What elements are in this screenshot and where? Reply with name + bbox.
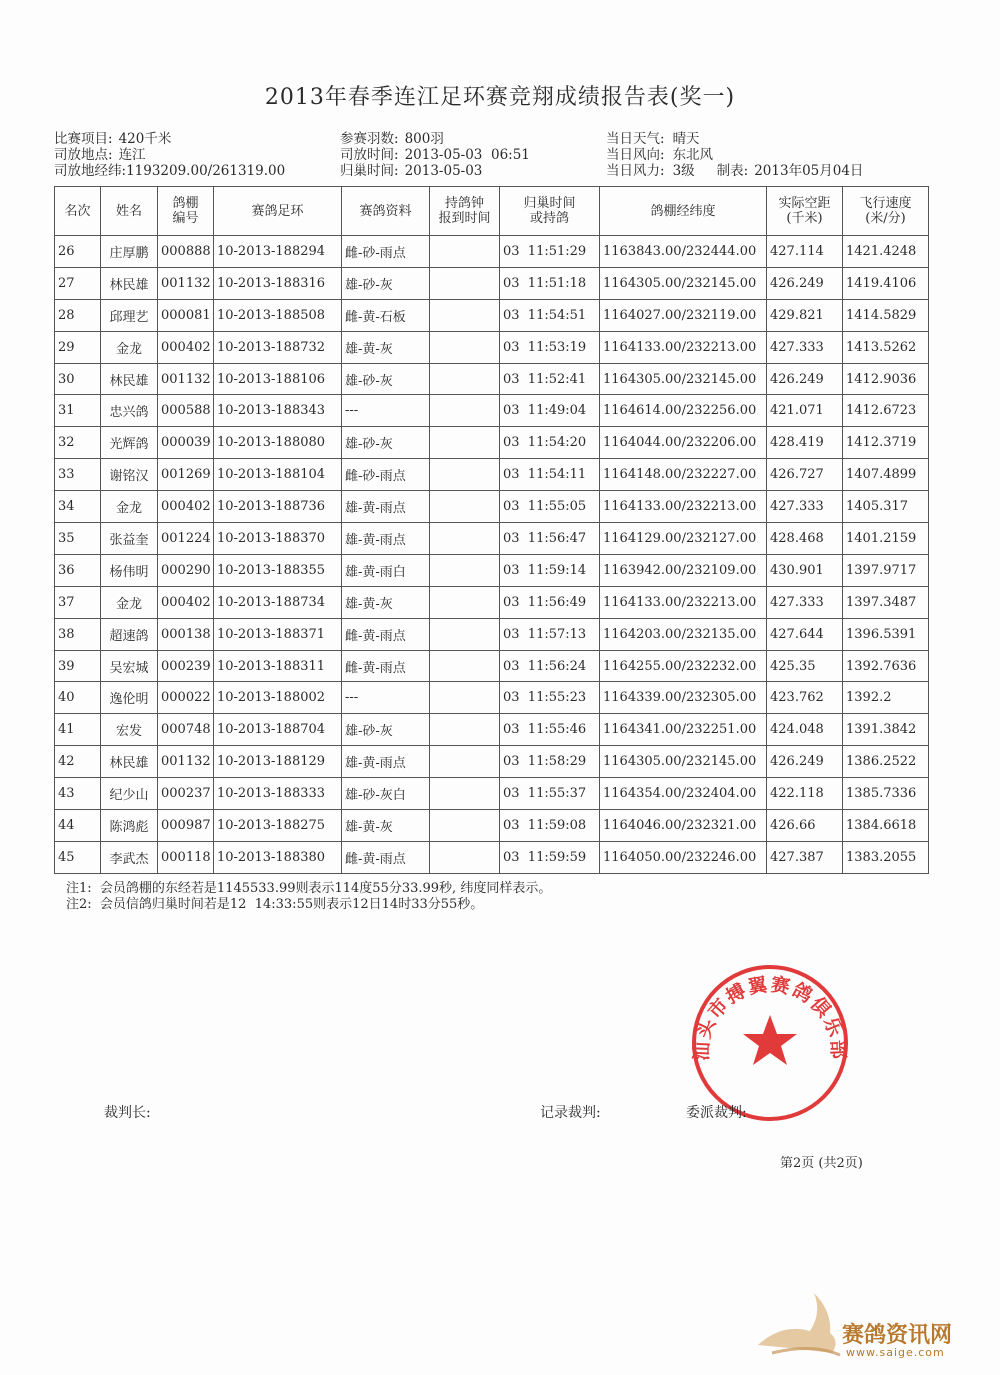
cell-dist: 424.048 xyxy=(767,714,843,746)
table-row xyxy=(55,363,929,395)
cell-loft: 001269 xyxy=(158,459,214,491)
cell-dist: 422.118 xyxy=(767,778,843,810)
cell-info: 雌-黄-雨点 xyxy=(342,618,430,650)
cell-clock xyxy=(430,746,500,778)
cell-coord: 1164305.00/232145.00 xyxy=(600,363,767,395)
cell-time: 03 11:54:51 xyxy=(500,299,600,331)
made-label: 制表: xyxy=(716,163,749,179)
cell-coord: 1163942.00/232109.00 xyxy=(600,554,767,586)
cell-name: 邱理艺 xyxy=(101,299,158,331)
cell-dist: 427.114 xyxy=(767,236,843,268)
release-time-value: 2013-05-03 06:51 xyxy=(404,147,530,163)
cell-speed: 1421.4248 xyxy=(843,236,929,268)
cell-loft: 000081 xyxy=(158,299,214,331)
cell-loft: 001132 xyxy=(158,267,214,299)
cell-name: 纪少山 xyxy=(101,778,158,810)
cell-speed: 1401.2159 xyxy=(843,523,929,555)
cell-loft: 001224 xyxy=(158,523,214,555)
cell-coord: 1164203.00/232135.00 xyxy=(600,618,767,650)
report-title: 2013年春季连江足环赛竞翔成绩报告表(奖一) xyxy=(264,85,736,110)
cell-info: 雄-砂-灰 xyxy=(342,714,430,746)
cell-rank: 44 xyxy=(55,810,101,842)
cell-coord: 1163843.00/232444.00 xyxy=(600,236,767,268)
table-row xyxy=(55,650,929,682)
table-row xyxy=(55,586,929,618)
cell-ring: 10-2013-188355 xyxy=(214,554,342,586)
chief-judge-label: 裁判长: xyxy=(104,1105,151,1121)
cell-rank: 40 xyxy=(55,682,101,714)
cell-info: 雄-黄-灰 xyxy=(342,331,430,363)
table-header xyxy=(55,187,929,236)
meta-left xyxy=(54,131,285,179)
cell-info: 雄-黄-雨点 xyxy=(342,491,430,523)
cell-speed: 1412.3719 xyxy=(843,427,929,459)
cell-clock xyxy=(430,299,500,331)
cell-clock xyxy=(430,427,500,459)
cell-speed: 1419.4106 xyxy=(843,267,929,299)
cell-clock xyxy=(430,810,500,842)
cell-coord: 1164046.00/232321.00 xyxy=(600,810,767,842)
cell-clock xyxy=(430,395,500,427)
watermark-title: 赛鸽资讯网 xyxy=(842,1323,953,1348)
cell-loft: 000402 xyxy=(158,331,214,363)
meta-right xyxy=(606,131,863,179)
cell-name: 林民雄 xyxy=(101,363,158,395)
cell-speed: 1405.317 xyxy=(843,491,929,523)
cell-loft: 000748 xyxy=(158,714,214,746)
release-coord-value: 1193209.00/261319.00 xyxy=(126,163,286,179)
col-name: 姓名 xyxy=(101,187,158,236)
cell-loft: 000888 xyxy=(158,236,214,268)
cell-speed: 1412.9036 xyxy=(843,363,929,395)
cell-coord: 1164027.00/232119.00 xyxy=(600,299,767,331)
cell-clock xyxy=(430,236,500,268)
cell-speed: 1397.9717 xyxy=(843,554,929,586)
cell-info: 雌-黄-石板 xyxy=(342,299,430,331)
cell-rank: 42 xyxy=(55,746,101,778)
weather-label: 当日天气: xyxy=(606,131,665,147)
cell-clock xyxy=(430,778,500,810)
cell-dist: 425.35 xyxy=(767,650,843,682)
cell-info: 雄-砂-灰 xyxy=(342,427,430,459)
cell-info: 雄-黄-雨点 xyxy=(342,746,430,778)
cell-time: 03 11:59:59 xyxy=(500,841,600,873)
table-row xyxy=(55,331,929,363)
table-row xyxy=(55,395,929,427)
cell-ring: 10-2013-188704 xyxy=(214,714,342,746)
cell-loft: 001132 xyxy=(158,363,214,395)
cell-coord: 1164255.00/232232.00 xyxy=(600,650,767,682)
cell-dist: 426.249 xyxy=(767,267,843,299)
cell-speed: 1386.2522 xyxy=(843,746,929,778)
cell-clock xyxy=(430,618,500,650)
cell-ring: 10-2013-188275 xyxy=(214,810,342,842)
col-speed: 飞行速度 (米/分) xyxy=(843,187,929,236)
cell-coord: 1164305.00/232145.00 xyxy=(600,746,767,778)
cell-ring: 10-2013-188316 xyxy=(214,267,342,299)
cell-coord: 1164148.00/232227.00 xyxy=(600,459,767,491)
table-row xyxy=(55,618,929,650)
cell-clock xyxy=(430,841,500,873)
cell-time: 03 11:55:46 xyxy=(500,714,600,746)
cell-ring: 10-2013-188734 xyxy=(214,586,342,618)
page-number: 第2页 (共2页) xyxy=(780,1156,863,1171)
table-row xyxy=(55,554,929,586)
cell-clock xyxy=(430,714,500,746)
cell-time: 03 11:51:29 xyxy=(500,236,600,268)
cell-ring: 10-2013-188311 xyxy=(214,650,342,682)
table-row xyxy=(55,459,929,491)
cell-clock xyxy=(430,650,500,682)
cell-name: 忠兴鸽 xyxy=(101,395,158,427)
cell-loft: 000290 xyxy=(158,554,214,586)
cell-speed: 1385.7336 xyxy=(843,778,929,810)
cell-speed: 1412.6723 xyxy=(843,395,929,427)
cell-loft: 000987 xyxy=(158,810,214,842)
cell-loft: 000039 xyxy=(158,427,214,459)
cell-ring: 10-2013-188343 xyxy=(214,395,342,427)
cell-ring: 10-2013-188080 xyxy=(214,427,342,459)
cell-time: 03 11:56:47 xyxy=(500,523,600,555)
recorder-label: 记录裁判: xyxy=(540,1105,601,1121)
cell-dist: 427.333 xyxy=(767,586,843,618)
cell-dist: 430.901 xyxy=(767,554,843,586)
cell-ring: 10-2013-188129 xyxy=(214,746,342,778)
cell-name: 李武杰 xyxy=(101,841,158,873)
cell-speed: 1397.3487 xyxy=(843,586,929,618)
cell-time: 03 11:57:13 xyxy=(500,618,600,650)
cell-rank: 26 xyxy=(55,236,101,268)
cell-info: 雌-黄-雨点 xyxy=(342,650,430,682)
cell-coord: 1164305.00/232145.00 xyxy=(600,267,767,299)
cell-clock xyxy=(430,267,500,299)
cell-ring: 10-2013-188333 xyxy=(214,778,342,810)
cell-speed: 1414.5829 xyxy=(843,299,929,331)
cell-ring: 10-2013-188294 xyxy=(214,236,342,268)
cell-dist: 423.762 xyxy=(767,682,843,714)
cell-info: 雌-砂-雨点 xyxy=(342,459,430,491)
cell-rank: 45 xyxy=(55,841,101,873)
table-row xyxy=(55,778,929,810)
cell-coord: 1164341.00/232251.00 xyxy=(600,714,767,746)
cell-ring: 10-2013-188732 xyxy=(214,331,342,363)
cell-dist: 427.333 xyxy=(767,491,843,523)
col-time: 归巢时间 或持鸽 xyxy=(500,187,600,236)
cell-loft: 000239 xyxy=(158,650,214,682)
cell-clock xyxy=(430,682,500,714)
count-label: 参赛羽数: xyxy=(340,131,399,147)
cell-time: 03 11:51:18 xyxy=(500,267,600,299)
cell-name: 林民雄 xyxy=(101,746,158,778)
cell-ring: 10-2013-188106 xyxy=(214,363,342,395)
cell-rank: 28 xyxy=(55,299,101,331)
cell-name: 张益奎 xyxy=(101,523,158,555)
cell-speed: 1392.7636 xyxy=(843,650,929,682)
cell-dist: 426.249 xyxy=(767,363,843,395)
cell-coord: 1164133.00/232213.00 xyxy=(600,491,767,523)
release-place-label: 司放地点: xyxy=(54,147,113,163)
cell-name: 金龙 xyxy=(101,331,158,363)
table-row xyxy=(55,714,929,746)
results-table xyxy=(54,186,929,874)
table-row xyxy=(55,299,929,331)
cell-dist: 427.644 xyxy=(767,618,843,650)
cell-time: 03 11:59:08 xyxy=(500,810,600,842)
col-clock: 持鸽钟 报到时间 xyxy=(430,187,500,236)
cell-dist: 426.727 xyxy=(767,459,843,491)
cell-speed: 1383.2055 xyxy=(843,841,929,873)
cell-name: 林民雄 xyxy=(101,267,158,299)
cell-coord: 1164133.00/232213.00 xyxy=(600,331,767,363)
cell-name: 宏发 xyxy=(101,714,158,746)
cell-time: 03 11:54:11 xyxy=(500,459,600,491)
cell-name: 金龙 xyxy=(101,491,158,523)
weather-value: 晴天 xyxy=(672,131,700,147)
cell-info: 雄-黄-灰 xyxy=(342,586,430,618)
cell-name: 逸伦明 xyxy=(101,682,158,714)
count-value: 800羽 xyxy=(404,131,444,147)
cell-rank: 43 xyxy=(55,778,101,810)
note-1: 注1: 会员鸽棚的东经若是1145533.99则表示114度55分33.99秒, 纬度同样表示。 xyxy=(66,881,552,896)
col-loft: 鸽棚 编号 xyxy=(158,187,214,236)
cell-info: 雄-砂-灰 xyxy=(342,363,430,395)
cell-coord: 1164133.00/232213.00 xyxy=(600,586,767,618)
cell-loft: 000022 xyxy=(158,682,214,714)
cell-clock xyxy=(430,523,500,555)
cell-info: 雄-砂-灰白 xyxy=(342,778,430,810)
cell-time: 03 11:55:05 xyxy=(500,491,600,523)
table-row xyxy=(55,810,929,842)
cell-dist: 428.468 xyxy=(767,523,843,555)
star-icon xyxy=(743,1015,797,1065)
release-coord-label: 司放地经纬: xyxy=(54,163,127,179)
cell-loft: 000138 xyxy=(158,618,214,650)
cell-loft: 000588 xyxy=(158,395,214,427)
return-time-label: 归巢时间: xyxy=(340,163,399,179)
cell-dist: 427.333 xyxy=(767,331,843,363)
cell-clock xyxy=(430,586,500,618)
cell-name: 金龙 xyxy=(101,586,158,618)
club-seal xyxy=(690,963,850,1123)
wind-dir-value: 东北风 xyxy=(672,147,714,163)
table-row xyxy=(55,746,929,778)
release-time-label: 司放时间: xyxy=(340,147,399,163)
cell-clock xyxy=(430,331,500,363)
cell-time: 03 11:56:24 xyxy=(500,650,600,682)
wind-force-value: 3级 xyxy=(672,163,695,179)
cell-name: 陈鸿彪 xyxy=(101,810,158,842)
cell-info: --- xyxy=(342,395,430,427)
cell-coord: 1164339.00/232305.00 xyxy=(600,682,767,714)
cell-dist: 429.821 xyxy=(767,299,843,331)
cell-ring: 10-2013-188371 xyxy=(214,618,342,650)
cell-time: 03 11:55:37 xyxy=(500,778,600,810)
cell-time: 03 11:54:20 xyxy=(500,427,600,459)
cell-speed: 1407.4899 xyxy=(843,459,929,491)
cell-rank: 34 xyxy=(55,491,101,523)
watermark-url: www.saige.com xyxy=(846,1346,945,1359)
col-ring: 赛鸽足环 xyxy=(214,187,342,236)
cell-name: 谢铭汉 xyxy=(101,459,158,491)
cell-coord: 1164129.00/232127.00 xyxy=(600,523,767,555)
cell-time: 03 11:52:41 xyxy=(500,363,600,395)
cell-info: 雌-砂-雨点 xyxy=(342,236,430,268)
cell-rank: 37 xyxy=(55,586,101,618)
cell-rank: 27 xyxy=(55,267,101,299)
cell-info: 雄-砂-灰 xyxy=(342,267,430,299)
delegate-label: 委派裁判: xyxy=(686,1105,747,1121)
cell-info: --- xyxy=(342,682,430,714)
col-info: 赛鸽资料 xyxy=(342,187,430,236)
cell-name: 杨伟明 xyxy=(101,554,158,586)
cell-time: 03 11:55:23 xyxy=(500,682,600,714)
cell-clock xyxy=(430,363,500,395)
table-row xyxy=(55,236,929,268)
col-dist: 实际空距 (千米) xyxy=(767,187,843,236)
cell-name: 光辉鸽 xyxy=(101,427,158,459)
cell-speed: 1391.3842 xyxy=(843,714,929,746)
cell-clock xyxy=(430,491,500,523)
cell-loft: 000402 xyxy=(158,491,214,523)
cell-rank: 38 xyxy=(55,618,101,650)
cell-info: 雌-黄-雨点 xyxy=(342,841,430,873)
cell-dist: 428.419 xyxy=(767,427,843,459)
col-coord: 鸽棚经纬度 xyxy=(600,187,767,236)
cell-speed: 1384.6618 xyxy=(843,810,929,842)
cell-coord: 1164354.00/232404.00 xyxy=(600,778,767,810)
table-row xyxy=(55,682,929,714)
cell-loft: 000237 xyxy=(158,778,214,810)
cell-time: 03 11:59:14 xyxy=(500,554,600,586)
return-time-value: 2013-05-03 xyxy=(404,163,483,179)
cell-ring: 10-2013-188380 xyxy=(214,841,342,873)
release-place-value: 连江 xyxy=(118,147,146,163)
cell-speed: 1413.5262 xyxy=(843,331,929,363)
made-value: 2013年05月04日 xyxy=(754,163,864,179)
cell-loft: 000402 xyxy=(158,586,214,618)
cell-coord: 1164044.00/232206.00 xyxy=(600,427,767,459)
cell-coord: 1164614.00/232256.00 xyxy=(600,395,767,427)
cell-clock xyxy=(430,554,500,586)
cell-rank: 31 xyxy=(55,395,101,427)
cell-rank: 39 xyxy=(55,650,101,682)
cell-speed: 1396.5391 xyxy=(843,618,929,650)
wind-force-label: 当日风力: xyxy=(606,163,665,179)
cell-ring: 10-2013-188002 xyxy=(214,682,342,714)
cell-name: 超速鸽 xyxy=(101,618,158,650)
cell-time: 03 11:53:19 xyxy=(500,331,600,363)
table-row xyxy=(55,841,929,873)
cell-rank: 36 xyxy=(55,554,101,586)
cell-name: 吴宏城 xyxy=(101,650,158,682)
cell-info: 雄-黄-雨白 xyxy=(342,554,430,586)
cell-name: 庄厚鹏 xyxy=(101,236,158,268)
cell-rank: 41 xyxy=(55,714,101,746)
table-row xyxy=(55,523,929,555)
event-label: 比赛项目: xyxy=(54,131,113,147)
cell-dist: 426.66 xyxy=(767,810,843,842)
cell-time: 03 11:58:29 xyxy=(500,746,600,778)
cell-ring: 10-2013-188736 xyxy=(214,491,342,523)
cell-rank: 32 xyxy=(55,427,101,459)
cell-time: 03 11:49:04 xyxy=(500,395,600,427)
col-rank: 名次 xyxy=(55,187,101,236)
cell-time: 03 11:56:49 xyxy=(500,586,600,618)
cell-loft: 000118 xyxy=(158,841,214,873)
wind-dir-label: 当日风向: xyxy=(606,147,665,163)
table-row xyxy=(55,491,929,523)
cell-loft: 001132 xyxy=(158,746,214,778)
event-value: 420千米 xyxy=(118,131,172,147)
cell-rank: 35 xyxy=(55,523,101,555)
cell-rank: 33 xyxy=(55,459,101,491)
table-body xyxy=(55,236,929,874)
note-2: 注2: 会员信鸽归巢时间若是12 14:33:55则表示12日14时33分55秒。 xyxy=(66,897,484,912)
cell-info: 雄-黄-雨点 xyxy=(342,523,430,555)
cell-speed: 1392.2 xyxy=(843,682,929,714)
table-row xyxy=(55,427,929,459)
cell-ring: 10-2013-188104 xyxy=(214,459,342,491)
table-row xyxy=(55,267,929,299)
cell-ring: 10-2013-188370 xyxy=(214,523,342,555)
seal-text: 汕头市搏翼赛鸽俱乐部 xyxy=(690,973,850,1062)
cell-dist: 421.071 xyxy=(767,395,843,427)
meta-middle xyxy=(340,131,530,179)
cell-info: 雄-黄-灰 xyxy=(342,810,430,842)
cell-ring: 10-2013-188508 xyxy=(214,299,342,331)
cell-dist: 427.387 xyxy=(767,841,843,873)
notes xyxy=(66,881,551,913)
cell-rank: 29 xyxy=(55,331,101,363)
cell-coord: 1164050.00/232246.00 xyxy=(600,841,767,873)
cell-clock xyxy=(430,459,500,491)
cell-dist: 426.249 xyxy=(767,746,843,778)
cell-rank: 30 xyxy=(55,363,101,395)
